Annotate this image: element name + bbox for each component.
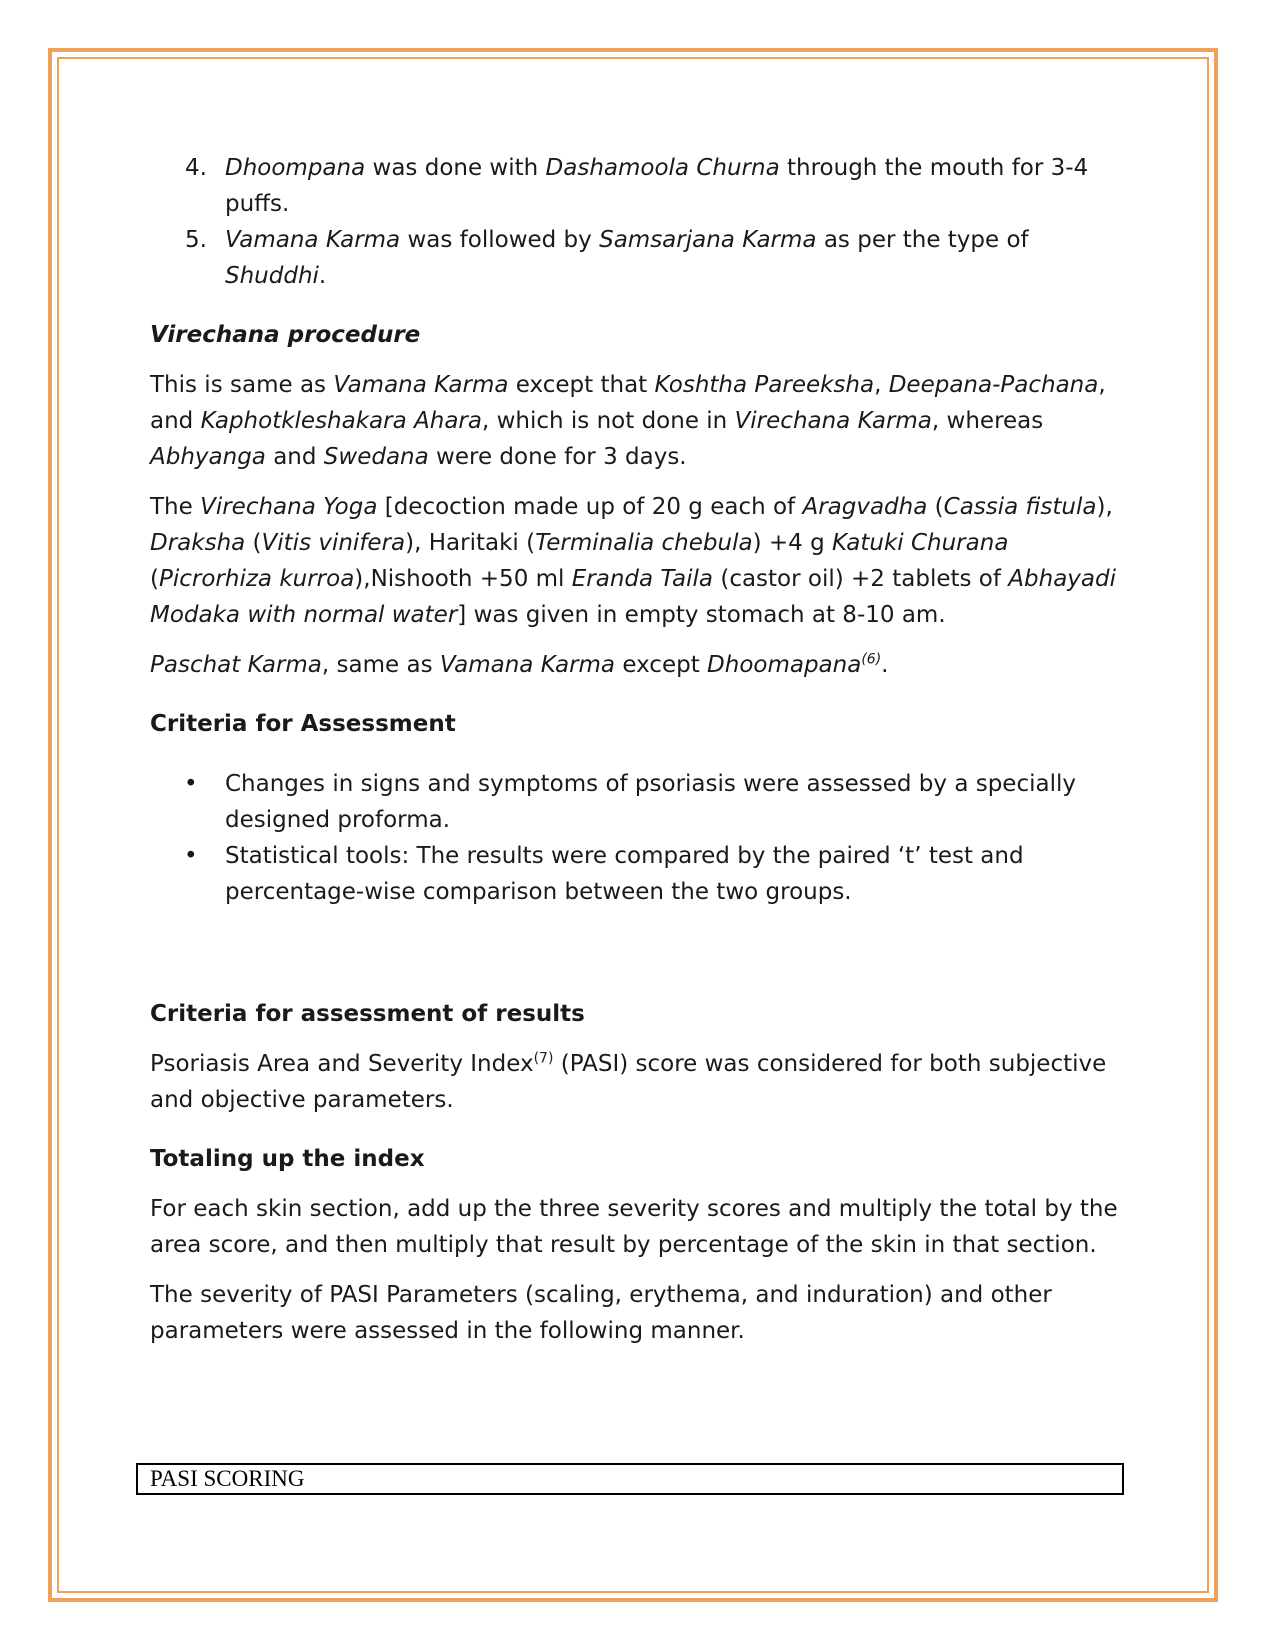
italic-term: Vamana Karma bbox=[225, 227, 401, 253]
italic-term: Samsarjana Karma bbox=[599, 227, 817, 253]
italic-term: Vitis vinifera bbox=[261, 530, 406, 556]
list-item-text: Changes in signs and symptoms of psoriasis were assessed by a specially designed proforma. bbox=[225, 771, 1076, 833]
list-item bbox=[150, 838, 1130, 910]
italic-term: Dhoomapana bbox=[707, 652, 862, 678]
italic-term: Shuddhi bbox=[225, 263, 319, 289]
italic-term: Vamana Karma bbox=[333, 372, 509, 398]
italic-term: Terminalia chebula bbox=[535, 530, 753, 556]
italic-term: Katuki Churana bbox=[832, 530, 1009, 556]
italic-term: Aragvadha bbox=[802, 494, 928, 520]
italic-term: Paschat Karma bbox=[150, 652, 322, 678]
list-item bbox=[150, 222, 1130, 294]
procedure-numbered-list bbox=[150, 150, 1130, 294]
italic-term: Draksha bbox=[150, 530, 246, 556]
paragraph: The severity of PASI Parameters (scaling, erythema, and induration) and other parameters were assessed in the following manner. bbox=[150, 1282, 1052, 1344]
italic-term: Abhayadi Modaka with normal water bbox=[150, 566, 1116, 628]
bullet-marker: • bbox=[184, 843, 198, 869]
italic-term: Picrorhiza kurroa bbox=[158, 566, 355, 592]
section-heading-results: Criteria for assessment of results bbox=[150, 1001, 585, 1027]
criteria-bullet-list bbox=[150, 766, 1130, 910]
table-caption-pasi-scoring: PASI SCORING bbox=[136, 1463, 1124, 1495]
paragraph: This is same as Vamana Karma except that Koshtha Pareeksha, Deepana-Pachana, and Kaphotkleshakara Ahara, which is not done in Virechana Karma, whereas Abhyanga and Swedana were done for 3 days. bbox=[150, 372, 1106, 470]
citation-superscript: (7) bbox=[533, 1050, 554, 1067]
paragraph: Psoriasis Area and Severity Index$^{(7)}$ (PASI) score was considered for both subjective and objective parameters. bbox=[150, 1050, 1107, 1113]
italic-term: Cassia fistula bbox=[943, 494, 1097, 520]
italic-term: Abhyanga bbox=[150, 444, 266, 470]
italic-term: Virechana Yoga bbox=[200, 494, 378, 520]
document-body bbox=[150, 150, 1130, 1349]
paragraph: Paschat Karma, same as Vamana Karma except Dhoomapana$^{(6)}$. bbox=[150, 651, 889, 678]
list-item bbox=[150, 766, 1130, 838]
bullet-marker: • bbox=[184, 771, 198, 797]
list-number: 4. bbox=[185, 155, 207, 181]
italic-term: Dhoompana bbox=[225, 155, 366, 181]
italic-term: Kaphotkleshakara Ahara bbox=[200, 408, 482, 434]
section-heading-criteria: Criteria for Assessment bbox=[150, 711, 456, 737]
section-heading-totaling: Totaling up the index bbox=[150, 1146, 425, 1172]
list-item-text: Dhoompana was done with Dashamoola Churna through the mouth for 3-4 puffs. bbox=[225, 155, 1089, 217]
list-item-text: Vamana Karma was followed by Samsarjana Karma as per the type of Shuddhi. bbox=[225, 227, 1029, 289]
list-item bbox=[150, 150, 1130, 222]
italic-term: Virechana Karma bbox=[734, 408, 932, 434]
italic-term: Dashamoola Churna bbox=[545, 155, 780, 181]
citation-superscript: (6) bbox=[861, 651, 882, 668]
italic-term: Vamana Karma bbox=[439, 652, 616, 678]
paragraph: The Virechana Yoga [decoction made up of 20 g each of Aragvadha (Cassia fistula), Draksha (Vitis vinifera), Haritaki (Terminalia chebula) +4 g Katuki Churana (Picrorhiza kurroa),Nishooth +50 ml Eranda Taila (castor oil) +2 tablets of Abhayadi Modaka with normal water] was given in empty stomach at 8-10 am. bbox=[150, 494, 1116, 628]
italic-term: Eranda Taila bbox=[571, 566, 714, 592]
italic-term: Swedana bbox=[323, 444, 429, 470]
section-heading-virechana: Virechana procedure bbox=[150, 322, 421, 348]
list-item-text: Statistical tools: The results were compared by the paired ‘t’ test and percentage-wise comparison between the two groups. bbox=[225, 843, 1024, 905]
italic-term: Koshtha Pareeksha bbox=[654, 372, 875, 398]
paragraph: For each skin section, add up the three severity scores and multiply the total by the area score, and then multiply that result by percentage of the skin in that section. bbox=[150, 1196, 1118, 1258]
italic-term: Deepana-Pachana bbox=[888, 372, 1099, 398]
list-number: 5. bbox=[185, 227, 207, 253]
